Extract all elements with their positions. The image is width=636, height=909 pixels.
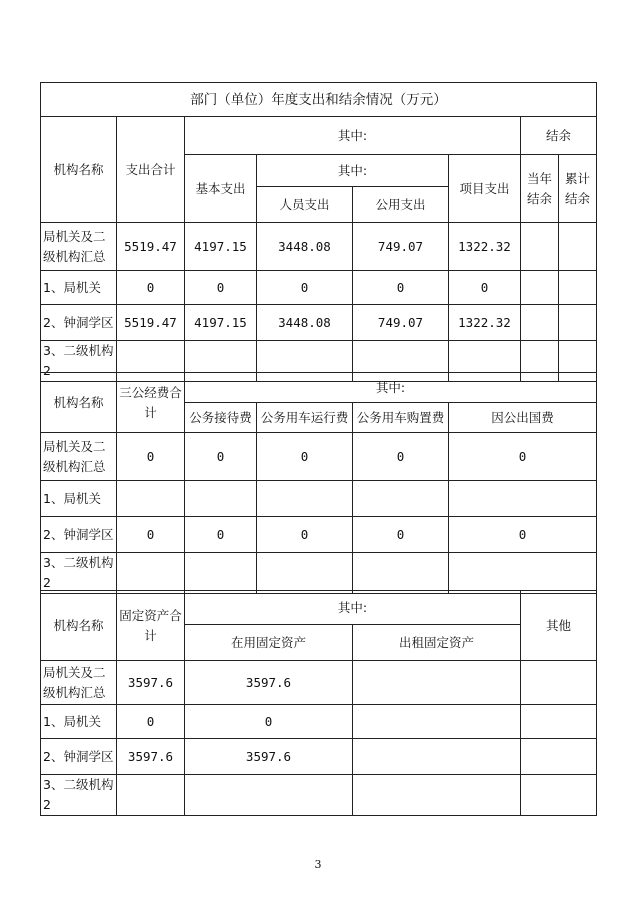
cell-leased <box>353 705 521 739</box>
table-row <box>41 305 597 341</box>
cell-total: 3597.6 <box>117 661 185 705</box>
cell-basic: 4197.15 <box>185 223 257 271</box>
table-row <box>41 481 597 517</box>
row-name: 2、钟洞学区 <box>41 305 117 341</box>
cell-reception: 0 <box>185 433 257 481</box>
cell-operation <box>257 481 353 517</box>
table-row <box>41 661 597 705</box>
row-name: 3、二级机构 2 <box>41 553 117 594</box>
table-row <box>41 775 597 816</box>
cell-other <box>521 661 597 705</box>
cell-operation: 0 <box>257 517 353 553</box>
cell-total: 0 <box>117 271 185 305</box>
cell-cumulative-balance <box>559 305 597 341</box>
cell-abroad <box>449 481 597 517</box>
cell-purchase <box>353 481 449 517</box>
cell-leased <box>353 661 521 705</box>
cell-personnel: 0 <box>257 271 353 305</box>
page-number: 3 <box>314 858 322 871</box>
cell-current-balance <box>521 271 559 305</box>
cell-project: 1322.32 <box>449 305 521 341</box>
cell-total <box>117 481 185 517</box>
cell-public: 749.07 <box>353 305 449 341</box>
cell-public: 0 <box>353 271 449 305</box>
cell-project: 0 <box>449 271 521 305</box>
header-total-expense: 支出合计 <box>117 117 185 223</box>
header-leased-assets: 出租固定资产 <box>353 625 521 661</box>
table-row <box>41 223 597 271</box>
row-name: 局机关及二级机构汇总 <box>41 661 117 705</box>
table-row <box>41 739 597 775</box>
cell-abroad <box>449 553 597 594</box>
table-row <box>41 271 597 305</box>
cell-abroad: 0 <box>449 517 597 553</box>
fixed-assets-table <box>40 590 597 816</box>
cell-current-balance <box>521 305 559 341</box>
cell-other <box>521 705 597 739</box>
cell-reception <box>185 481 257 517</box>
cell-leased <box>353 775 521 816</box>
header-of-which: 其中: <box>185 373 597 403</box>
cell-personnel: 3448.08 <box>257 223 353 271</box>
table-row <box>41 433 597 481</box>
cell-purchase: 0 <box>353 433 449 481</box>
header-of-which-sub: 其中: <box>257 155 449 187</box>
cell-in-use: 3597.6 <box>185 661 353 705</box>
header-balance: 结余 <box>521 117 597 155</box>
cell-total: 0 <box>117 433 185 481</box>
row-name: 2、钟洞学区 <box>41 517 117 553</box>
table-row <box>41 517 597 553</box>
row-name: 局机关及二级机构汇总 <box>41 223 117 271</box>
header-org-name: 机构名称 <box>41 117 117 223</box>
header-personnel-expense: 人员支出 <box>257 187 353 223</box>
row-name: 3、二级机构 2 <box>41 341 117 382</box>
cell-in-use: 3597.6 <box>185 739 353 775</box>
header-of-which: 其中: <box>185 591 521 625</box>
cell-operation: 0 <box>257 433 353 481</box>
cell-other <box>521 739 597 775</box>
header-in-use-assets: 在用固定资产 <box>185 625 353 661</box>
cell-project: 1322.32 <box>449 223 521 271</box>
three-public-expense-table <box>40 372 597 594</box>
cell-abroad: 0 <box>449 433 597 481</box>
header-abroad-fee: 因公出国费 <box>449 403 597 433</box>
cell-total: 0 <box>117 517 185 553</box>
header-project-expense: 项目支出 <box>449 155 521 223</box>
cell-total: 0 <box>117 705 185 739</box>
header-org-name: 机构名称 <box>41 373 117 433</box>
header-cumulative-balance: 累计结余 <box>559 155 597 223</box>
cell-total <box>117 775 185 816</box>
header-of-which: 其中: <box>185 117 521 155</box>
row-name: 局机关及二级机构汇总 <box>41 433 117 481</box>
header-other: 其他 <box>521 591 597 661</box>
header-reception-fee: 公务接待费 <box>185 403 257 433</box>
row-name: 1、局机关 <box>41 481 117 517</box>
cell-current-balance <box>521 223 559 271</box>
row-name: 1、局机关 <box>41 705 117 739</box>
cell-personnel: 3448.08 <box>257 305 353 341</box>
cell-reception <box>185 553 257 594</box>
cell-operation <box>257 553 353 594</box>
cell-total <box>117 553 185 594</box>
row-name: 1、局机关 <box>41 271 117 305</box>
expense-balance-table <box>40 82 597 382</box>
header-basic-expense: 基本支出 <box>185 155 257 223</box>
row-name: 3、二级机构 2 <box>41 775 117 816</box>
table-row <box>41 705 597 739</box>
cell-in-use: 0 <box>185 705 353 739</box>
cell-in-use <box>185 775 353 816</box>
header-public-expense: 公用支出 <box>353 187 449 223</box>
header-current-year-balance: 当年结余 <box>521 155 559 223</box>
cell-basic: 0 <box>185 271 257 305</box>
cell-leased <box>353 739 521 775</box>
header-fixed-asset-total: 固定资产合计 <box>117 591 185 661</box>
header-three-public-total: 三公经费合计 <box>117 373 185 433</box>
cell-purchase: 0 <box>353 517 449 553</box>
row-name: 2、钟洞学区 <box>41 739 117 775</box>
cell-public: 749.07 <box>353 223 449 271</box>
header-org-name: 机构名称 <box>41 591 117 661</box>
table-row <box>41 553 597 594</box>
cell-cumulative-balance <box>559 271 597 305</box>
cell-cumulative-balance <box>559 223 597 271</box>
cell-basic: 4197.15 <box>185 305 257 341</box>
header-vehicle-operation-fee: 公务用车运行费 <box>257 403 353 433</box>
table-title: 部门（单位）年度支出和结余情况（万元） <box>41 83 597 117</box>
cell-other <box>521 775 597 816</box>
cell-total: 5519.47 <box>117 223 185 271</box>
cell-reception: 0 <box>185 517 257 553</box>
header-vehicle-purchase-fee: 公务用车购置费 <box>353 403 449 433</box>
cell-purchase <box>353 553 449 594</box>
cell-total: 3597.6 <box>117 739 185 775</box>
cell-total: 5519.47 <box>117 305 185 341</box>
